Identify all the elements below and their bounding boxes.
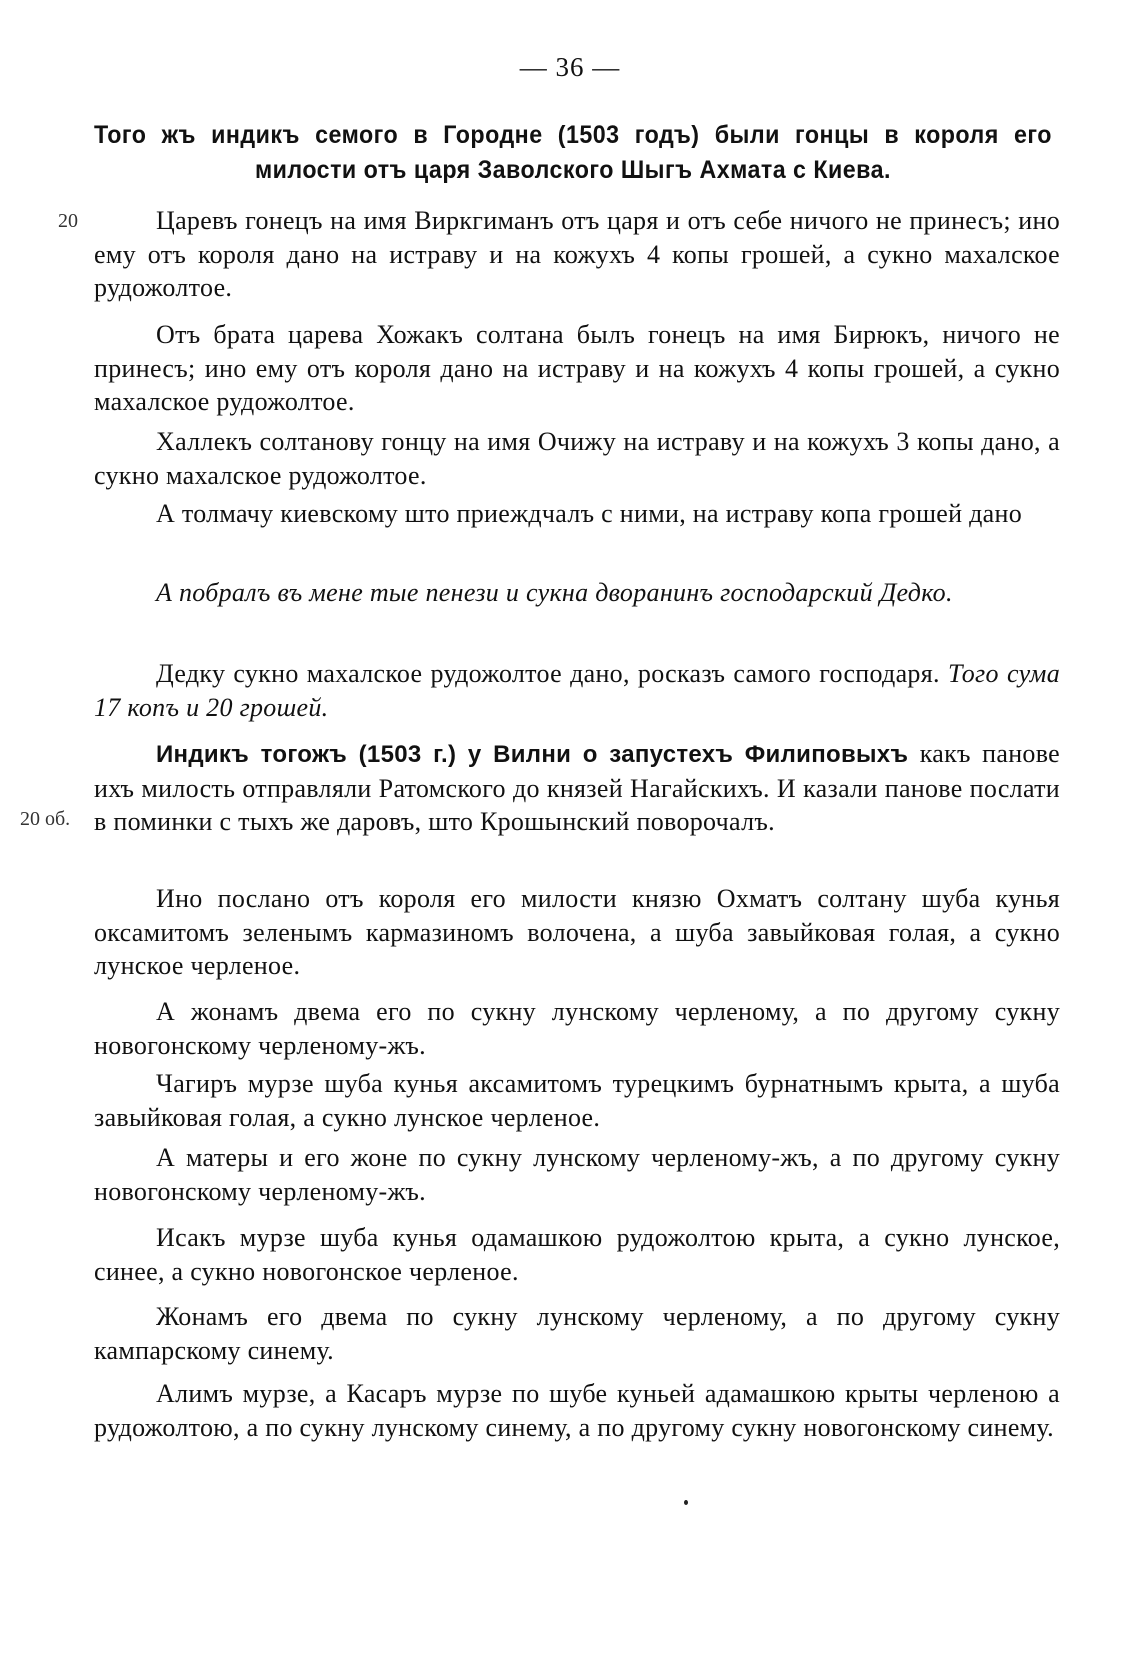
margin-note-folio-20: 20 bbox=[58, 210, 78, 232]
margin-note-folio-20-verso: 20 об. bbox=[20, 808, 71, 830]
paragraph-5-italic: А побралъ въ мене тые пенези и сукна дворанинъ господарский Дедко. bbox=[156, 578, 953, 607]
paragraph-10: А матеры и его жоне по сукну лунскому черленому-жъ, а по другому сукну новогонскому черленому-жъ. bbox=[94, 1143, 1060, 1206]
section-heading-2 bbox=[94, 737, 1060, 839]
page-number: — 36 — bbox=[519, 52, 621, 82]
section-heading-2-bold: Индикъ тогожъ (1503 г.) у Вилни о запустехъ Филиповыхъ bbox=[156, 741, 909, 768]
paragraph-7: Ино послано отъ короля его милости князю Охматъ солтану шуба кунья оксамитомъ зеленымъ кармазиномъ волочена, а шуба завыйковая голая, а сукно лунское черленое. bbox=[94, 884, 1060, 980]
paragraph-2: Отъ брата царева Хожакъ солтана былъ гонецъ на имя Бирюкъ, ничого не принесъ; ино ему отъ короля дано на истраву и на кожухъ 4 копы грошей, а сукно махалское рудожолтое. bbox=[94, 320, 1060, 416]
paragraph-12: Жонамъ его двема по сукну лунскому черленому, а по другому сукну кампарскому синему. bbox=[94, 1302, 1060, 1365]
ink-speck bbox=[684, 1500, 688, 1505]
paragraph-8: А жонамъ двема его по сукну лунскому черленому, а по другому сукну новогонскому черленому-жъ. bbox=[94, 997, 1060, 1060]
paragraph-6-text: Дедку сукно махалское рудожолтое дано, росказъ самого господаря. bbox=[156, 659, 940, 688]
paragraph-11: Исакъ мурзе шуба кунья одамашкою рудожолтою крыта, а сукно лунское, синее, а сукно новогонское черленое. bbox=[94, 1223, 1060, 1286]
paragraph-1: Царевъ гонецъ на имя Виркгиманъ отъ царя и отъ себе ничого не принесъ; ино ему отъ короля дано на истраву и на кожухъ 4 копы грошей, а сукно махалское рудожолтое. bbox=[94, 206, 1060, 302]
paragraph-13: Алимъ мурзе, а Касаръ мурзе по шубе куньей адамашкою крыты черленою а рудожолтою, а по сукну лунскому синему, а по другому сукну новогонскому синему. bbox=[94, 1379, 1060, 1442]
paragraph-6-sum: Того сума 17 копъ и 20 грошей. bbox=[94, 659, 1060, 722]
paragraph-3: Халлекъ солтанову гонцу на имя Очижу на истраву и на кожухъ 3 копы дано, а сукно махалское рудожолтое. bbox=[94, 427, 1060, 490]
paragraph-4: А толмачу киевскому што приеждчалъ с ними, на истраву копа грошей дано bbox=[156, 499, 1022, 528]
section-heading-2-text: какъ панове ихъ милость отправляли Ратомского до князей Нагайскихъ. И казали панове послати в поминки с тыхъ же даровъ, што Крошынский поворочалъ. bbox=[94, 739, 1060, 836]
paragraph-6 bbox=[94, 657, 1060, 724]
paragraph-9: Чагиръ мурзе шуба кунья аксамитомъ турецкимъ бурнатнымъ крыта, а шуба завыйковая голая, а сукно лунское черленое. bbox=[94, 1069, 1060, 1132]
section-heading-1: Того жъ индикъ семого в Городне (1503 годъ) были гонцы в короля его милости отъ царя Заволского Шыгъ Ахмата с Киева. bbox=[94, 121, 1052, 184]
